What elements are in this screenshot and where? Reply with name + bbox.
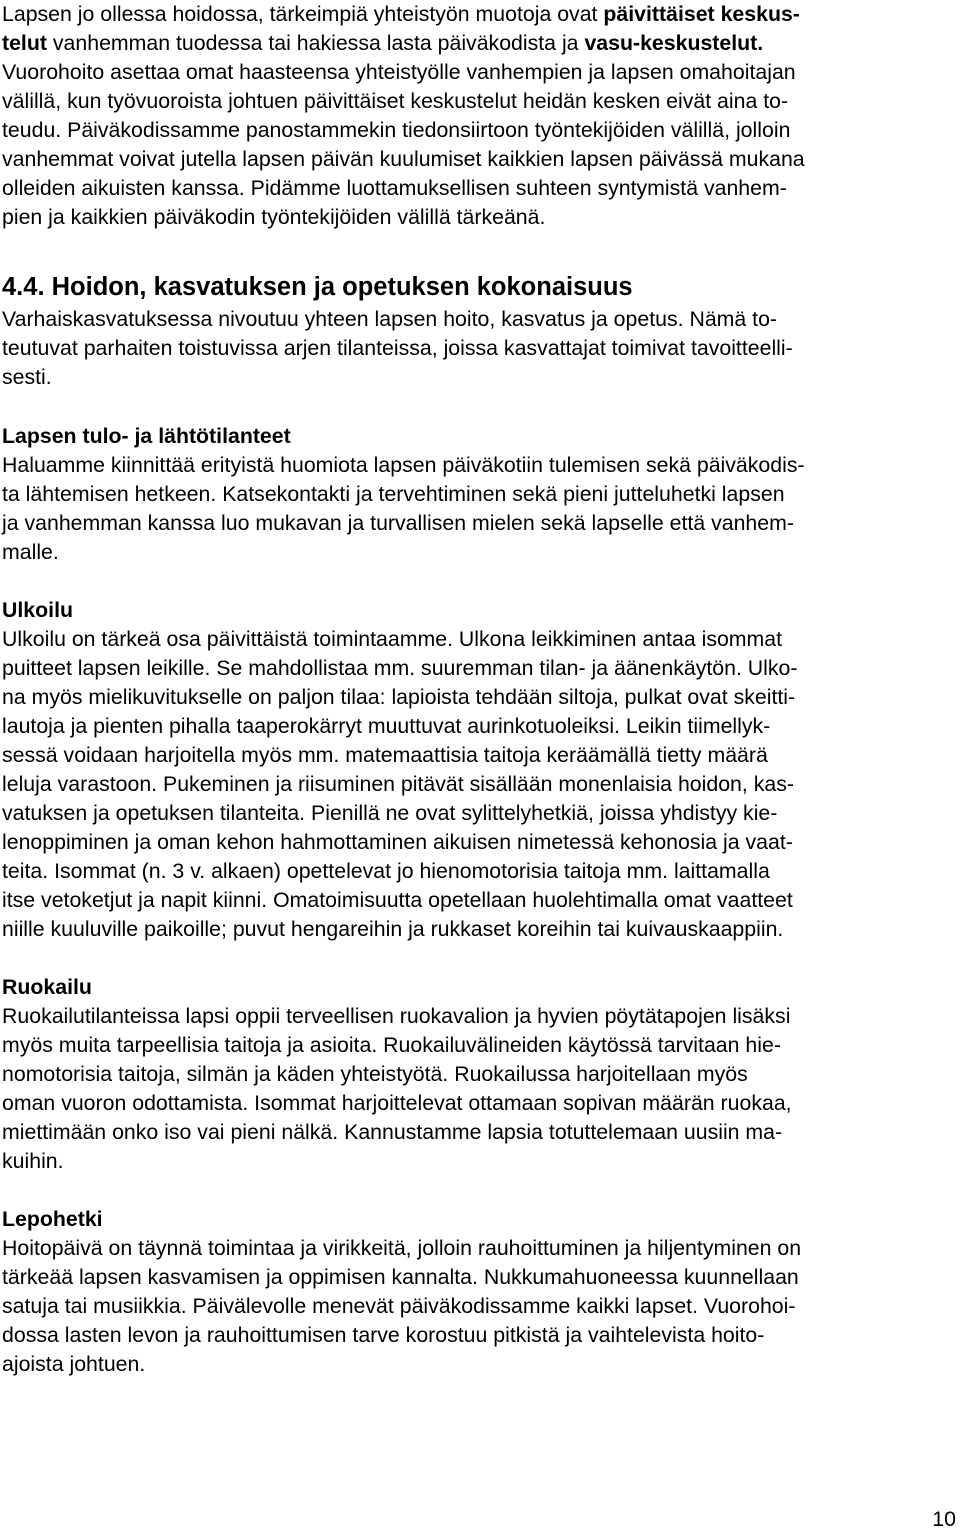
bold-text: vasu-keskustelut.: [584, 31, 764, 55]
intro-line-1: [2, 0, 800, 29]
ruokailu-line-6: kuihin.: [2, 1149, 64, 1173]
ulkoilu-line-4: lautoja ja pienten pihalla taaperokärryt muuttuvat aurinkotuoleiksi. Leikin tiimellyk-: [2, 714, 771, 738]
ulkoilu-line-9: teita. Isommat (n. 3 v. alkaen) opettelevat jo hienomotorisia taitoja mm. laittamalla: [2, 859, 770, 883]
intro-line-4: välillä, kun työvuoroista johtuen päivittäiset keskustelut heidän kesken eivät aina to-: [2, 89, 789, 113]
tulo-lahto-line-1: Haluamme kiinnittää erityistä huomiota lapsen päiväkotiin tulemisen sekä päiväkodis-: [2, 453, 805, 477]
ulkoilu-line-6: leluja varastoon. Pukeminen ja riisuminen pitävät sisällään monenlaisia hoidon, kas-: [2, 772, 794, 796]
lepohetki-line-2: tärkeää lapsen kasvamisen ja oppimisen kannalta. Nukkumahuoneessa kuunnellaan: [2, 1265, 799, 1289]
lepohetki-line-5: ajoista johtuen.: [2, 1352, 146, 1376]
section-4-4-line-1: Varhaiskasvatuksessa nivoutuu yhteen lapsen hoito, kasvatus ja opetus. Nämä to-: [2, 307, 778, 331]
ulkoilu-line-1: Ulkoilu on tärkeä osa päivittäistä toimintaamme. Ulkona leikkiminen antaa isommat: [2, 627, 783, 651]
intro-line-3: Vuorohoito asettaa omat haasteensa yhteistyölle vanhempien ja lapsen omahoitajan: [2, 60, 796, 84]
section-4-4-line-2: teutuvat parhaiten toistuvissa arjen tilanteissa, joissa kasvattajat toimivat tavoitteelli-: [2, 336, 793, 360]
subheading-tulo-lahto: Lapsen tulo- ja lähtötilanteet: [2, 424, 291, 448]
ulkoilu-line-5: sessä voidaan harjoitella myös mm. matemaattisia taitoja keräämällä tietty määrä: [2, 743, 768, 767]
ruokailu-line-2: myös muita tarpeellisia taitoja ja asioita. Ruokailuvälineiden käytössä tarvitaan hie-: [2, 1033, 781, 1057]
intro-line-8: pien ja kaikkien päiväkodin työntekijöiden välillä tärkeänä.: [2, 205, 546, 229]
intro-line-7: olleiden aikuisten kanssa. Pidämme luottamuksellisen suhteen syntymistä vanhem-: [2, 176, 787, 200]
tulo-lahto-line-2: ta lähtemisen hetkeen. Katsekontakti ja tervehtiminen sekä pieni jutteluhetki lapsen: [2, 482, 785, 506]
section-4-4-line-3: sesti.: [2, 365, 52, 389]
section-heading-4-4: 4.4. Hoidon, kasvatuksen ja opetuksen kokonaisuus: [2, 273, 633, 301]
lepohetki-line-3: satuja tai musiikkia. Päivälevolle menevät päiväkodissamme kaikki lapset. Vuorohoi-: [2, 1294, 796, 1318]
ulkoilu-line-2: puitteet lapsen leikille. Se mahdollistaa mm. suuremman tilan- ja äänenkäytön. Ulko-: [2, 656, 798, 680]
subheading-ruokailu: Ruokailu: [2, 975, 92, 999]
ulkoilu-line-10: itse vetoketjut ja napit kiinni. Omatoimisuutta opetellaan huolehtimalla omat vaatteet: [2, 888, 793, 912]
subheading-ulkoilu: Ulkoilu: [2, 598, 73, 622]
ulkoilu-line-8: lenoppiminen ja oman kehon hahmottaminen aikuisen nimetessä kehonosia ja vaat-: [2, 830, 793, 854]
ruokailu-line-4: oman vuoron odottamista. Isommat harjoittelevat ottamaan sopivan määrän ruokaa,: [2, 1091, 792, 1115]
intro-line-2: [2, 29, 763, 58]
ulkoilu-line-11: niille kuuluville paikoille; puvut hengareihin ja rukkaset koreihin tai kuivauskaappiin.: [2, 917, 784, 941]
intro-line-6: vanhemmat voivat jutella lapsen päivän kuulumiset kaikkien lapsen päivässä mukana: [2, 147, 805, 171]
ruokailu-line-1: Ruokailutilanteissa lapsi oppii terveellisen ruokavalion ja hyvien pöytätapojen lisäksi: [2, 1004, 791, 1028]
ulkoilu-line-3: na myös mielikuvitukselle on paljon tilaa: lapioista tehdään siltoja, pulkat ovat skeitti-: [2, 685, 796, 709]
tulo-lahto-line-4: malle.: [2, 540, 59, 564]
subheading-lepohetki: Lepohetki: [2, 1207, 103, 1231]
page-number: 10: [932, 1507, 956, 1531]
ruokailu-line-5: miettimään onko iso vai pieni nälkä. Kannustamme lapsia totuttelemaan uusiin ma-: [2, 1120, 783, 1144]
bold-text: telut: [2, 31, 47, 55]
lepohetki-line-1: Hoitopäivä on täynnä toimintaa ja virikkeitä, jolloin rauhoittuminen ja hiljentyminen on: [2, 1236, 802, 1260]
text-span: Lapsen jo ollessa hoidossa, tärkeimpiä yhteistyön muotoja ovat: [2, 2, 604, 26]
text-span: vanhemman tuodessa tai hakiessa lasta päiväkodista ja: [46, 31, 585, 55]
bold-text: päivittäiset keskus-: [603, 2, 800, 26]
intro-line-5: teudu. Päiväkodissamme panostammekin tiedonsiirtoon työntekijöiden välillä, jolloin: [2, 118, 791, 142]
ulkoilu-line-7: vatuksen ja opetuksen tilanteita. Pienillä ne ovat sylittelyhetkiä, joissa yhdistyy kie-: [2, 801, 778, 825]
tulo-lahto-line-3: ja vanhemman kanssa luo mukavan ja turvallisen mielen sekä lapselle että vanhem-: [2, 511, 794, 535]
ruokailu-line-3: nomotorisia taitoja, silmän ja käden yhteistyötä. Ruokailussa harjoitellaan myös: [2, 1062, 748, 1086]
lepohetki-line-4: dossa lasten levon ja rauhoittumisen tarve korostuu pitkistä ja vaihtelevista hoito-: [2, 1323, 765, 1347]
